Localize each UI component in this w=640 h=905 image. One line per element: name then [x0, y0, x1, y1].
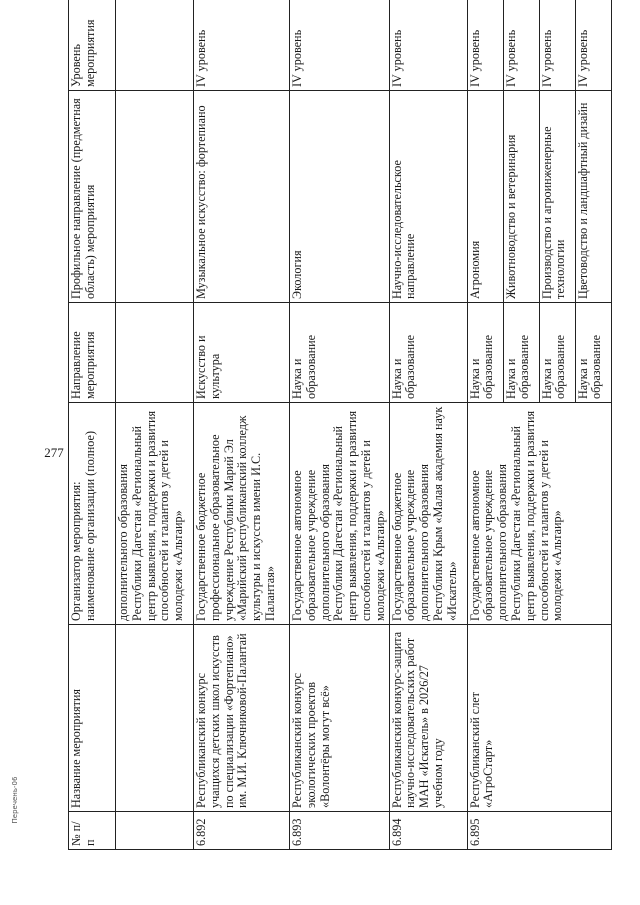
cell-profile: Животноводство и ветеринария: [503, 91, 539, 303]
cell-level: IV уровень: [389, 0, 467, 91]
cell-level: IV уровень: [503, 0, 539, 91]
page-number: 277: [44, 445, 64, 460]
header-num: № п/п: [69, 812, 116, 850]
cell-org: дополнительного образования Республики Дагестан «Региональный центр выявления, поддержки и развития способностей и талантов у детей и молодежи «Альтаир»: [116, 403, 194, 625]
cell-level: IV уровень: [539, 0, 575, 91]
cell-num: [116, 812, 194, 850]
cell-level: IV уровень: [467, 0, 503, 91]
table-row: [290, 0, 390, 850]
cell-name: Республиканский конкурс экологических проектов «Волонтёры могут всё»: [290, 625, 390, 812]
cell-direction: Наука и образование: [389, 303, 467, 403]
cell-org: Государственное автономное образовательное учреждение дополнительного образования Республики Дагестан «Региональный центр выявления, поддержки и развития способностей и талантов у детей и молодежи «Альтаир»: [467, 403, 611, 625]
cell-name: Республиканский конкурс учащихся детских школ искусств по специализации «Фортепиано» им. М.И. Ключниковой-Палантай: [194, 625, 290, 812]
cell-profile: Научно-исследовательское направление: [389, 91, 467, 303]
header-direction: Направление мероприятия: [69, 303, 116, 403]
cell-profile: Музыкальное искусство: фортепиано: [194, 91, 290, 303]
cell-direction: [116, 303, 194, 403]
cell-level: [116, 0, 194, 91]
table-row-continuation: [116, 0, 194, 850]
cell-name: [116, 625, 194, 812]
cell-num: 6.892: [194, 812, 290, 850]
cell-profile: Экология: [290, 91, 390, 303]
cell-num: 6.894: [389, 812, 467, 850]
cell-level: IV уровень: [575, 0, 611, 91]
cell-org: Государственное бюджетное образовательное учреждение дополнительного образования Республики Крым «Малая академия наук «Искатель»: [389, 403, 467, 625]
cell-direction: Наука и образование: [575, 303, 611, 403]
cell-org: Государственное автономное образовательное учреждение дополнительного образования Республики Дагестан «Региональный центр выявления, поддержки и развития способностей и талантов у детей и молодежи «Альтаир»: [290, 403, 390, 625]
header-level: Уровень мероприятия: [69, 0, 116, 91]
cell-num: 6.893: [290, 812, 390, 850]
cell-profile: [116, 91, 194, 303]
table-header-row: [69, 0, 116, 850]
cell-direction: Искусство и культура: [194, 303, 290, 403]
cell-direction: Наука и образование: [539, 303, 575, 403]
cell-direction: Наука и образование: [290, 303, 390, 403]
cell-name: Республиканский конкурс-защита научно-исследовательских работ МАН «Искатель» в 2026/27 учебном году: [389, 625, 467, 812]
cell-direction: Наука и образование: [467, 303, 503, 403]
rotated-page: [68, 0, 628, 878]
header-profile: Профильное направление (предметная область) мероприятия: [69, 91, 116, 303]
table-row: [389, 0, 467, 850]
document-stamp: [0, 720, 30, 880]
cell-level: IV уровень: [194, 0, 290, 91]
table-row: [467, 0, 503, 850]
events-table: [68, 0, 612, 850]
cell-direction: Наука и образование: [503, 303, 539, 403]
cell-profile: Цветоводство и ландшафтный дизайн: [575, 91, 611, 303]
header-org: Организатор мероприятия: наименование организации (полное): [69, 403, 116, 625]
table-row: [194, 0, 290, 850]
cell-name: Республиканский слет «АгроСтарт»: [467, 625, 611, 812]
header-name: Название мероприятия: [69, 625, 116, 812]
cell-profile: Производство и агроинженерные технологии: [539, 91, 575, 303]
cell-profile: Агрономия: [467, 91, 503, 303]
cell-num: 6.895: [467, 812, 611, 850]
cell-level: IV уровень: [290, 0, 390, 91]
stamp-text: Перечень-06: [11, 776, 19, 824]
cell-org: Государственное бюджетное профессиональное образовательное учреждение Республики Марий Эл «Марийский республиканский колледж культуры и искусств имени И.С. Палантая»: [194, 403, 290, 625]
